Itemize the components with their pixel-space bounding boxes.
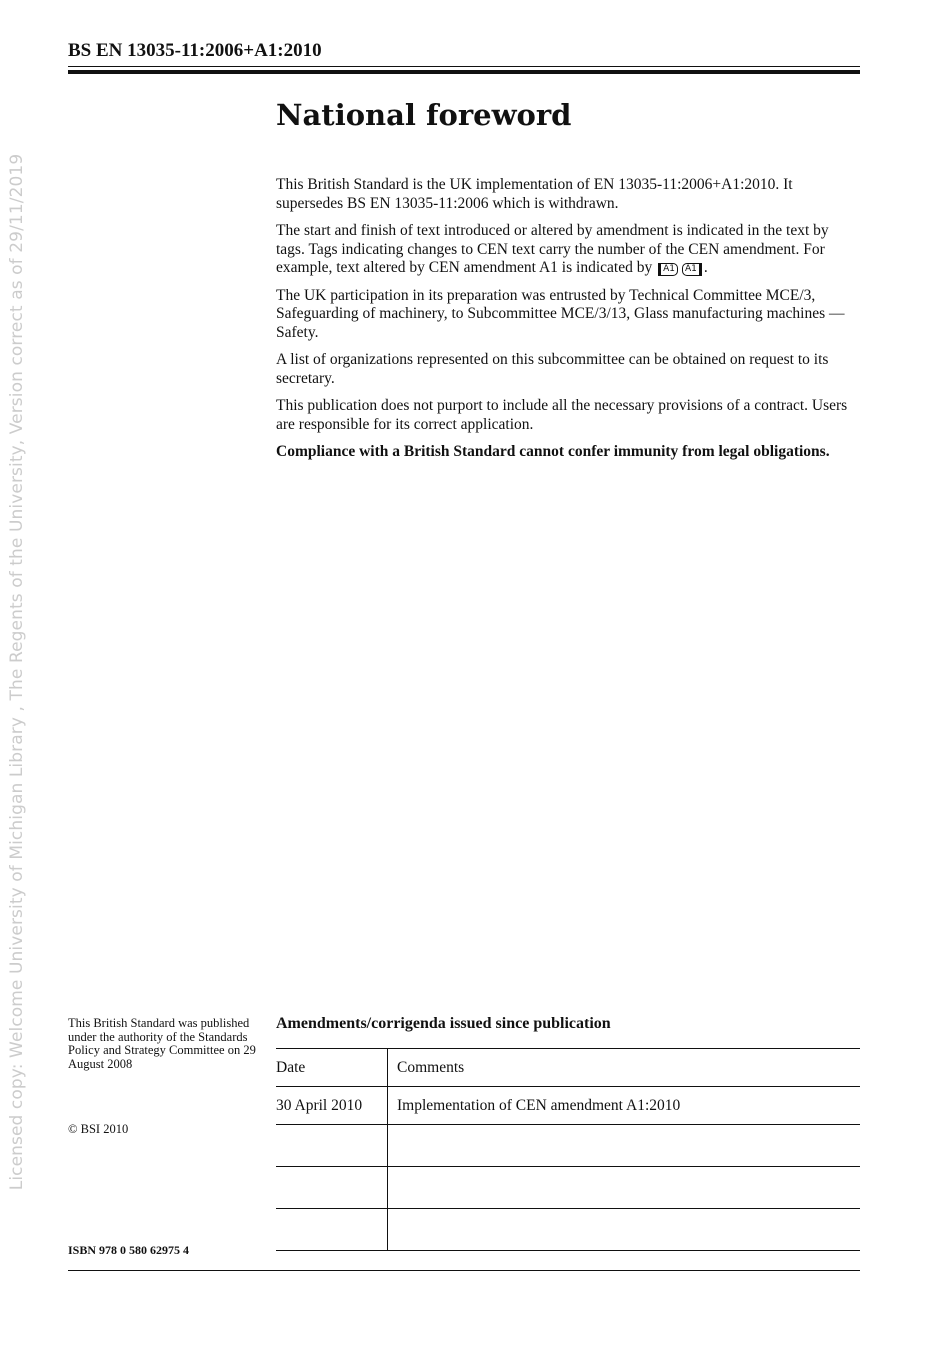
- amendment-comments: Implementation of CEN amendment A1:2010: [388, 1087, 861, 1125]
- amendment-close-tag-icon: A1: [682, 263, 702, 276]
- paragraph-implementation: This British Standard is the UK implementation of EN 13035-11:2006+A1:2010. It supersedes BS EN 13035-11:2006 which is withdrawn.: [276, 176, 793, 212]
- copyright-notice: © BSI 2010: [68, 1122, 129, 1136]
- license-watermark: Licensed copy: Welcome University of Michigan Library , The Regents of the University, Version correct as of 29/11/2019: [7, 153, 27, 1191]
- header-comments: Comments: [388, 1049, 861, 1087]
- amendment-tags-text: The start and finish of text introduced or altered by amendment is indicated in the text by tags. Tags indicating changes to CEN text carry the number of the CEN amendment. For example, text altered by CEN amendment A1 is indicated by: [276, 222, 829, 276]
- empty-cell: [388, 1167, 861, 1209]
- table-row: [276, 1209, 860, 1251]
- document-code: BS EN 13035-11:2006+A1:2010: [68, 40, 322, 61]
- footer-rule: [68, 1270, 860, 1271]
- header-date: Date: [276, 1049, 388, 1087]
- amendments-title: Amendments/corrigenda issued since publication: [276, 1015, 611, 1032]
- amendments-table: [276, 1048, 860, 1251]
- amendments-header-row: [276, 1049, 860, 1087]
- amendment-open-tag-icon: A1: [658, 263, 678, 276]
- empty-cell: [276, 1125, 388, 1167]
- isbn: ISBN 978 0 580 62975 4: [68, 1243, 190, 1257]
- header-rule-thin: [68, 66, 860, 67]
- table-row: [276, 1125, 860, 1167]
- amendment-tags-end: .: [703, 259, 708, 276]
- empty-cell: [276, 1167, 388, 1209]
- paragraph-amendment-tags: [276, 222, 848, 278]
- empty-cell: [388, 1125, 861, 1167]
- page-title: National foreword: [276, 98, 572, 132]
- header-rule-thick: [68, 70, 860, 74]
- empty-cell: [388, 1209, 861, 1251]
- paragraph-provisions: This publication does not purport to include all the necessary provisions of a contract. Users are responsible for its correct application.: [276, 397, 848, 433]
- table-row: [276, 1167, 860, 1209]
- amendment-date: 30 April 2010: [276, 1087, 388, 1125]
- empty-cell: [276, 1209, 388, 1251]
- paragraph-participation: The UK participation in its preparation was entrusted by Technical Committee MCE/3, Safeguarding of machinery, to Subcommittee MCE/3/13, Glass manufacturing machines — Safety.: [276, 286, 845, 341]
- foreword-body: [276, 176, 848, 471]
- table-row: [276, 1087, 860, 1125]
- paragraph-compliance: Compliance with a British Standard cannot confer immunity from legal obligations.: [276, 443, 830, 460]
- paragraph-organizations: A list of organizations represented on this subcommittee can be obtained on request to its secretary.: [276, 351, 829, 387]
- publication-note: This British Standard was published under the authority of the Standards Policy and Strategy Committee on 29 August 2008: [68, 1016, 256, 1071]
